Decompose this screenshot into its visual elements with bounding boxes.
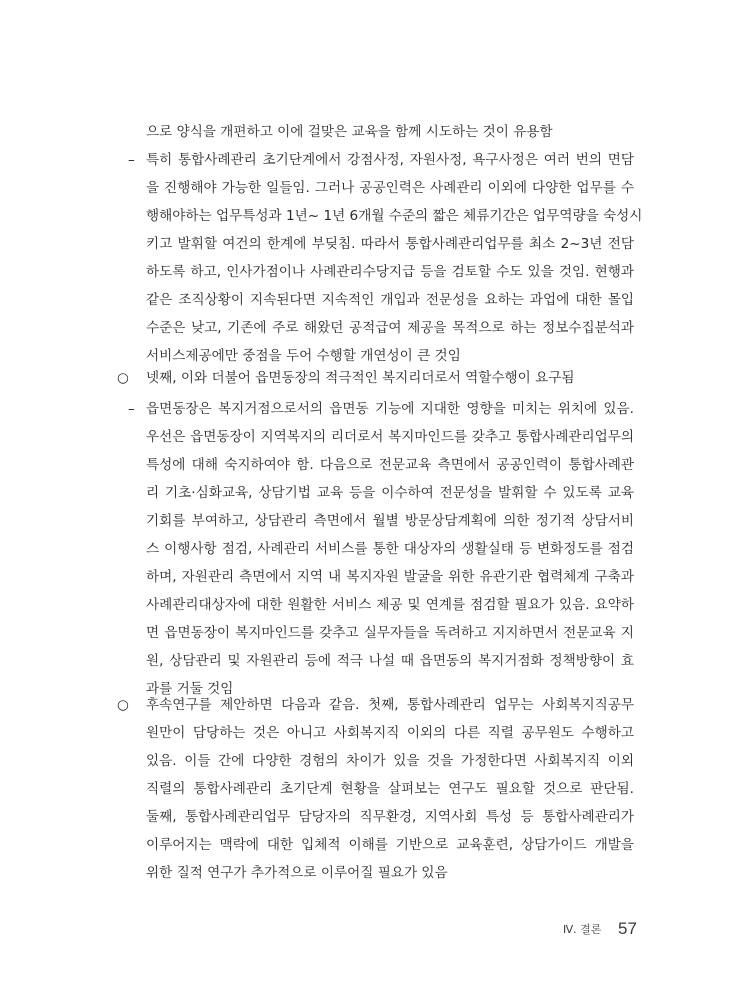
text-line [0,395,741,423]
text-line [0,230,741,258]
text-line [0,775,741,803]
text-line [0,803,741,831]
paragraph-line-text: 특히 통합사례관리 초기단계에서 강점사정, 자원사정, 욕구사정은 여러 번의 면담 [146,152,634,168]
paragraph-line-text: 이루어지는 맥락에 대한 입체적 이해를 기반으로 교육훈련, 상담가이드 개발을 [146,837,634,853]
text-line [0,535,741,563]
paragraph-line-text: 키고 발휘할 여건의 한계에 부딪침. 따라서 통합사례관리업무를 최소 2~3년 전담 [146,236,634,252]
text-line [0,831,741,859]
paragraph-line-text: 넷째, 이와 더불어 읍면동장의 적극적인 복지리더로서 역할수행이 요구됨 [146,370,575,386]
bullet-circle-marker: ○ [117,370,129,386]
text-line [0,451,741,479]
bullet-circle-marker: ○ [117,697,129,713]
text-line [0,364,741,392]
paragraph-line-text: 우선은 읍면동장이 지역복지의 리더로서 복지마인드를 갖추고 통합사례관리업무의 [146,429,634,445]
paragraph-line-text: 행해야하는 업무특성과 1년~ 1년 6개월 수준의 짧은 체류기간은 업무역량을 숙성시 [146,208,643,224]
paragraph-line-text: 면 읍면동장이 복지마인드를 갖추고 실무자들을 독려하고 지지하면서 전문교육 지 [146,625,634,641]
paragraph-line-text: 수준은 낮고, 기존에 주로 해왔던 공적급여 제공을 목적으로 하는 정보수집분석과 [146,320,634,336]
paragraph-line-text: 후속연구를 제안하면 다음과 같음. 첫째, 통합사례관리 업무는 사회복지직공무 [146,697,634,713]
paragraph-line-text: 원만이 담당하는 것은 아니고 사회복지직 이외의 다른 직렬 공무원도 수행하고 [146,725,634,741]
paragraph-line-text: 특성에 대해 숙지하여야 함. 다음으로 전문교육 측면에서 공공인력이 통합사례관 [146,457,634,473]
paragraph-line-text: 과를 거둘 것임 [146,681,234,697]
paragraph-line-text: 서비스제공에만 중점을 두어 수행할 개연성이 큰 것임 [146,348,461,364]
text-line [0,647,741,675]
text-line [0,691,741,719]
text-line [0,479,741,507]
paragraph-line-text: 있음. 이들 간에 다양한 경험의 차이가 있을 것을 가정한다면 사회복지직 이외 [146,753,634,769]
text-line [0,719,741,747]
paragraph-line-text: 리 기초·심화교육, 상담기법 교육 등을 이수하여 전문성을 발휘할 수 있도록 교육 [146,485,634,501]
text-line [0,146,741,174]
paragraph-line-text: 하며, 자원관리 측면에서 지역 내 복지자원 발굴을 위한 유관기관 협력체계 구축과 [146,569,634,585]
text-line [0,747,741,775]
text-line [0,202,741,230]
paragraph-line-text: 위한 질적 연구가 추가적으로 이루어질 필요가 있음 [146,865,448,881]
text-line [0,563,741,591]
footer-page-number: 57 [618,919,637,938]
text-line [0,591,741,619]
text-line [0,286,741,314]
footer-chapter-label: Ⅳ. 결론 [563,923,602,936]
paragraph-line-text: 직렬의 통합사례관리 초기단계 현황을 살펴보는 연구도 필요할 것으로 판단됨. [146,781,634,797]
paragraph-line-text: 하도록 하고, 인사가점이나 사례관리수당지급 등을 검토할 수도 있을 것임. 현행과 [146,264,634,280]
text-line [0,619,741,647]
paragraph-line-text: 같은 조직상황이 지속된다면 지속적인 개입과 전문성을 요하는 과업에 대한 몰입 [146,292,634,308]
paragraph-line-text: 읍면동장은 복지거점으로서의 읍면동 기능에 지대한 영향을 미치는 위치에 있음. [146,401,634,417]
text-line [0,507,741,535]
text-line [0,314,741,342]
paragraph-line-text: 스 이행사항 점검, 사례관리 서비스를 통한 대상자의 생활실태 등 변화정도를 점검 [146,541,634,557]
dash-marker: – [128,152,135,168]
text-line [0,118,741,146]
paragraph-line-text: 기회를 부여하고, 상담관리 측면에서 월별 방문상담계획에 의한 정기적 상담서비 [146,513,634,529]
paragraph-line-text: 사례관리대상자에 대한 원활한 서비스 제공 및 연계를 점검할 필요가 있음. 요약하 [146,597,634,613]
paragraph-line-text: 을 진행해야 가능한 일들임. 그러나 공공인력은 사례관리 이외에 다양한 업무를 수 [146,180,634,196]
dash-marker: – [128,401,135,417]
text-line [0,258,741,286]
paragraph-line-text: 으로 양식을 개편하고 이에 걸맞은 교육을 함께 시도하는 것이 유용함 [146,124,553,140]
paragraph-line-text: 원, 상담관리 및 자원관리 등에 적극 나설 때 읍면동의 복지거점화 정책방향이 효 [146,653,634,669]
text-line [0,423,741,451]
text-line [0,174,741,202]
paragraph-line-text: 둘째, 통합사례관리업무 담당자의 직무환경, 지역사회 특성 등 통합사례관리가 [146,809,634,825]
text-line [0,859,741,887]
